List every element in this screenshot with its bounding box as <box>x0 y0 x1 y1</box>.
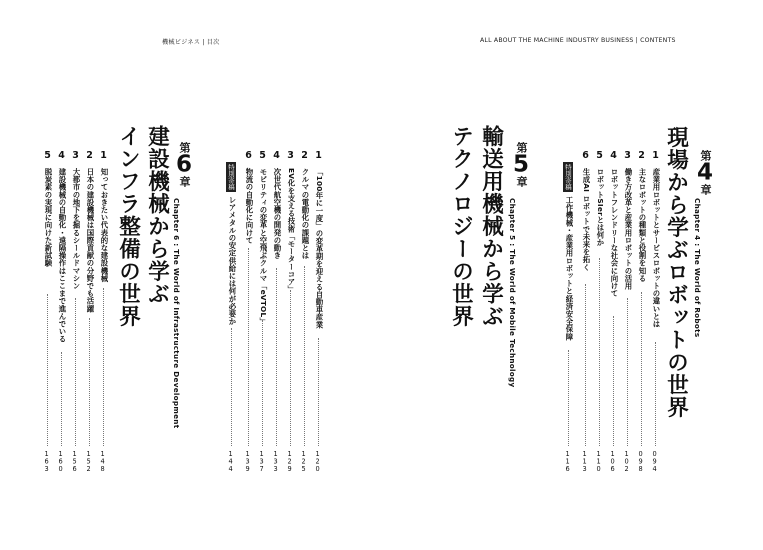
item-page: 094 <box>650 450 659 473</box>
item-title: クルマの電動化の課題とは <box>301 168 310 260</box>
item-title: EV化を支える技術「モーターコア」 <box>287 168 296 294</box>
toc-item[interactable] <box>70 150 81 475</box>
chapter-dai: 第 <box>699 150 712 161</box>
item-number: 1 <box>315 150 322 161</box>
leader-dots <box>262 320 263 446</box>
chapter-5-title-line-2: テクノロジーの世界 <box>448 125 474 328</box>
chapter-sho: 章 <box>699 184 712 195</box>
item-title: 主なロボットの種類と役割を知る <box>638 168 647 282</box>
leader-dots <box>103 288 104 446</box>
item-number: 5 <box>44 150 51 161</box>
toc-item[interactable] <box>98 150 109 475</box>
item-page: 137 <box>257 450 266 473</box>
item-page: 125 <box>299 450 308 473</box>
item-page: 102 <box>622 450 631 473</box>
item-title: ロボットフレンドリーな社会に向けて <box>610 168 619 298</box>
item-number: 4 <box>610 150 617 161</box>
chapter-6-subtitle: Chapter 6 : The World of Infrastructure Development <box>172 198 181 429</box>
item-title: 脱炭素の実現に向けた新試験 <box>44 168 53 267</box>
item-title: 「100年に一度」の変革期を迎える自動車産業 <box>315 168 324 329</box>
item-page: 113 <box>580 450 589 473</box>
item-title: 建設機械の自動化・遠隔操作はここまで進んでいる <box>58 168 67 343</box>
special-contribution-badge: 特別寄稿 <box>226 162 236 192</box>
leader-dots <box>231 328 232 446</box>
item-number: 6 <box>582 150 589 161</box>
leader-dots <box>568 350 569 446</box>
item-page: 098 <box>636 450 645 473</box>
item-page: 116 <box>563 450 572 473</box>
item-page: 144 <box>226 450 235 473</box>
leader-dots <box>613 316 614 446</box>
chapter-sho: 章 <box>178 176 191 187</box>
item-page: 106 <box>608 450 617 473</box>
item-page: 152 <box>84 450 93 473</box>
item-title: 大都市の地下を掘るシールドマシン <box>72 168 81 290</box>
leader-dots <box>599 258 600 446</box>
leader-dots <box>304 266 305 446</box>
chapter-number: 5 <box>512 153 529 176</box>
item-number: 2 <box>86 150 93 161</box>
toc-item-special[interactable] <box>226 150 237 475</box>
item-number: 3 <box>287 150 294 161</box>
item-number: 3 <box>624 150 631 161</box>
item-number: 4 <box>273 150 280 161</box>
item-number: 5 <box>596 150 603 161</box>
item-title: 産業用ロボットとサービスロボットの違いとは <box>652 168 661 328</box>
chapter-dai: 第 <box>178 142 191 153</box>
item-title: 工作機械・産業用ロボットと経済安全保障 <box>565 196 574 341</box>
item-title: 知っておきたい代表的な建設機械 <box>100 168 109 282</box>
leader-dots <box>318 338 319 446</box>
item-number: 5 <box>259 150 266 161</box>
chapter-dai: 第 <box>515 142 528 153</box>
chapter-4-subtitle: Chapter 4 : The World of Robots <box>693 198 702 338</box>
leader-dots <box>290 290 291 446</box>
chapter-4-title: 現場から学ぶロボットの世界 <box>663 126 689 419</box>
leader-dots <box>585 284 586 446</box>
item-title: 次世代航空機の開発の動き <box>273 168 282 260</box>
item-page: 148 <box>98 450 107 473</box>
chapter-number: 4 <box>696 161 713 184</box>
chapter-6-title-line-1: 建設機械から学ぶ <box>144 125 170 305</box>
item-number: 6 <box>245 150 252 161</box>
toc-item[interactable] <box>271 150 282 475</box>
item-page: 160 <box>56 450 65 473</box>
item-page: 163 <box>42 450 51 473</box>
toc-item[interactable] <box>608 150 619 475</box>
item-title: ロボットSIerとは何か <box>596 168 605 247</box>
item-number: 2 <box>301 150 308 161</box>
toc-item[interactable] <box>594 150 605 475</box>
item-title: モビリティの変革と空飛ぶクルマ「eVTOL」 <box>259 168 268 325</box>
item-number: 1 <box>100 150 107 161</box>
toc-item[interactable] <box>650 150 661 475</box>
toc-item[interactable] <box>299 150 310 475</box>
toc-item[interactable] <box>580 150 591 475</box>
chapter-5-title-line-1: 輸送用機械から学ぶ <box>478 125 504 328</box>
toc-item[interactable] <box>622 150 633 475</box>
chapter-5-heading <box>508 142 534 187</box>
toc-item[interactable] <box>285 150 296 475</box>
item-page: 129 <box>285 450 294 473</box>
leader-dots <box>627 298 628 446</box>
chapter-sho: 章 <box>515 176 528 187</box>
item-title: 日本の建設機械は国際貢献の分野でも活躍 <box>86 168 95 313</box>
running-header-left: 機械ビジネス | 目次 <box>162 39 220 46</box>
chapter-6-heading <box>171 142 197 187</box>
leader-dots <box>47 294 48 446</box>
item-page: 139 <box>243 450 252 473</box>
leader-dots <box>276 268 277 446</box>
item-page: 133 <box>271 450 280 473</box>
chapter-number: 6 <box>175 153 192 176</box>
toc-item[interactable] <box>56 150 67 475</box>
item-number: 1 <box>652 150 659 161</box>
item-page: 120 <box>313 450 322 473</box>
toc-item[interactable] <box>42 150 53 475</box>
chapter-4-heading <box>692 150 718 195</box>
toc-item[interactable] <box>257 150 268 475</box>
toc-item[interactable] <box>84 150 95 475</box>
special-contribution-badge: 特別寄稿 <box>563 162 573 192</box>
item-number: 4 <box>58 150 65 161</box>
item-number: 2 <box>638 150 645 161</box>
running-header-right: ALL ABOUT THE MACHINE INDUSTRY BUSINESS | CONTENTS <box>480 37 676 44</box>
item-number: 3 <box>72 150 79 161</box>
toc-item[interactable] <box>243 150 254 475</box>
leader-dots <box>89 318 90 446</box>
item-page: 156 <box>70 450 79 473</box>
leader-dots <box>248 248 249 446</box>
item-page: 110 <box>594 450 603 473</box>
item-title: 働き方改革と産業用ロボットの活用 <box>624 168 633 290</box>
chapter-5-subtitle: Chapter 5 : The World of Mobile Technology <box>508 198 517 388</box>
leader-dots <box>61 352 62 446</box>
item-title: 物流の自動化に向けて <box>245 168 254 244</box>
item-title: 生成AI ロボットで未来を拓く <box>582 168 591 271</box>
chapter-6-title-line-2: インフラ整備の世界 <box>115 125 141 328</box>
item-title: レアメタルの安定供給には何が必要か <box>228 196 237 326</box>
leader-dots <box>75 298 76 446</box>
toc-item[interactable] <box>636 150 647 475</box>
leader-dots <box>641 292 642 446</box>
leader-dots <box>655 342 656 446</box>
toc-item-special[interactable] <box>563 150 574 475</box>
toc-item[interactable] <box>313 150 324 475</box>
